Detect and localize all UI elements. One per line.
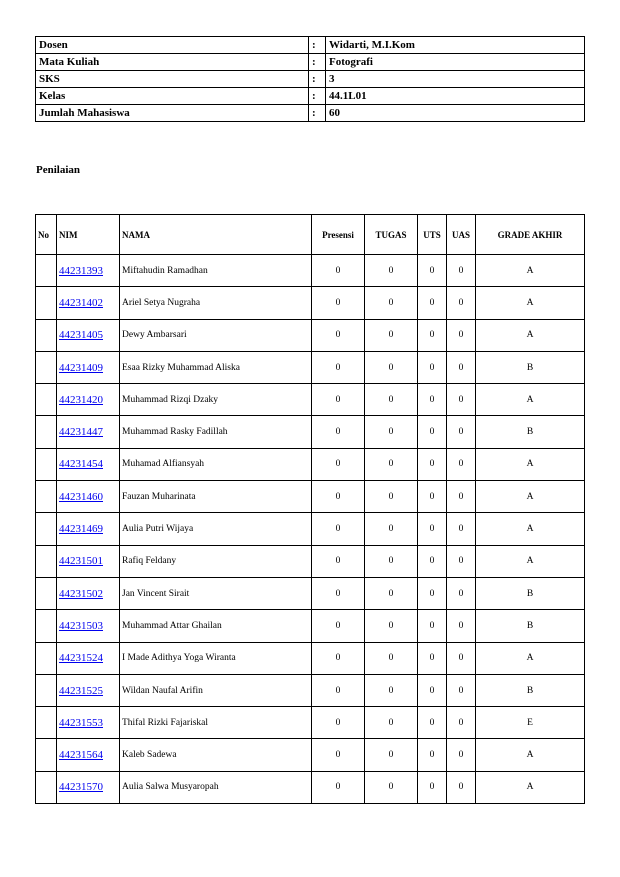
- info-value: Widarti, M.I.Kom: [326, 37, 585, 54]
- nim-cell: [57, 319, 120, 351]
- uts-score: 0: [418, 384, 447, 416]
- student-name: Muhamad Alfiansyah: [120, 448, 312, 480]
- tugas-score: 0: [365, 384, 418, 416]
- info-label: SKS: [36, 71, 309, 88]
- tugas-score: 0: [365, 771, 418, 803]
- cell-no: [36, 545, 57, 577]
- uas-score: 0: [447, 577, 476, 609]
- nim-cell: [57, 610, 120, 642]
- cell-no: [36, 610, 57, 642]
- info-separator: :: [309, 88, 326, 105]
- cell-no: [36, 255, 57, 287]
- header-no: No: [36, 215, 57, 255]
- nim-cell: [57, 545, 120, 577]
- presensi-score: 0: [312, 577, 365, 609]
- info-separator: :: [309, 71, 326, 88]
- presensi-score: 0: [312, 771, 365, 803]
- nim-cell: [57, 416, 120, 448]
- table-row: [36, 545, 585, 577]
- uts-score: 0: [418, 513, 447, 545]
- presensi-score: 0: [312, 351, 365, 383]
- student-nim-link[interactable]: 44231564: [59, 749, 103, 762]
- nim-cell: [57, 448, 120, 480]
- uas-score: 0: [447, 481, 476, 513]
- nim-cell: [57, 707, 120, 739]
- tugas-score: 0: [365, 416, 418, 448]
- nim-cell: [57, 577, 120, 609]
- student-nim-link[interactable]: 44231525: [59, 684, 103, 697]
- uts-score: 0: [418, 545, 447, 577]
- uas-score: 0: [447, 513, 476, 545]
- student-name: Muhammad Rizqi Dzaky: [120, 384, 312, 416]
- tugas-score: 0: [365, 287, 418, 319]
- cell-no: [36, 707, 57, 739]
- student-nim-link[interactable]: 44231502: [59, 587, 103, 600]
- nim-cell: [57, 351, 120, 383]
- info-row-kelas: [36, 88, 585, 105]
- header-nama: NAMA: [120, 215, 312, 255]
- student-name: Rafiq Feldany: [120, 545, 312, 577]
- tugas-score: 0: [365, 481, 418, 513]
- nim-cell: [57, 674, 120, 706]
- table-row: [36, 416, 585, 448]
- info-row-sks: [36, 71, 585, 88]
- header-grade-akhir: GRADE AKHIR: [476, 215, 585, 255]
- uts-score: 0: [418, 610, 447, 642]
- info-value: Fotografi: [326, 54, 585, 71]
- nim-cell: [57, 384, 120, 416]
- grade-akhir: A: [476, 319, 585, 351]
- presensi-score: 0: [312, 287, 365, 319]
- presensi-score: 0: [312, 416, 365, 448]
- info-label: Dosen: [36, 37, 309, 54]
- cell-no: [36, 384, 57, 416]
- student-name: Aulia Putri Wijaya: [120, 513, 312, 545]
- presensi-score: 0: [312, 707, 365, 739]
- nim-cell: [57, 513, 120, 545]
- info-value: 60: [326, 105, 585, 122]
- header-nim: NIM: [57, 215, 120, 255]
- uas-score: 0: [447, 545, 476, 577]
- uts-score: 0: [418, 707, 447, 739]
- uas-score: 0: [447, 287, 476, 319]
- info-row-jumlah-mahasiswa: [36, 105, 585, 122]
- student-name: Dewy Ambarsari: [120, 319, 312, 351]
- student-nim-link[interactable]: 44231402: [59, 296, 103, 309]
- tugas-score: 0: [365, 351, 418, 383]
- course-info-body: [36, 37, 585, 122]
- header-uas: UAS: [447, 215, 476, 255]
- cell-no: [36, 319, 57, 351]
- table-row: [36, 481, 585, 513]
- student-name: Wildan Naufal Arifin: [120, 674, 312, 706]
- info-separator: :: [309, 54, 326, 71]
- cell-no: [36, 416, 57, 448]
- student-nim-link[interactable]: 44231454: [59, 458, 103, 471]
- tugas-score: 0: [365, 739, 418, 771]
- uas-score: 0: [447, 319, 476, 351]
- table-row: [36, 674, 585, 706]
- student-nim-link[interactable]: 44231469: [59, 523, 103, 536]
- info-label: Jumlah Mahasiswa: [36, 105, 309, 122]
- presensi-score: 0: [312, 448, 365, 480]
- cell-no: [36, 739, 57, 771]
- course-info-table: [35, 36, 585, 122]
- student-name: Ariel Setya Nugraha: [120, 287, 312, 319]
- uas-score: 0: [447, 610, 476, 642]
- student-name: Thifal Rizki Fajariskal: [120, 707, 312, 739]
- grade-akhir: B: [476, 610, 585, 642]
- presensi-score: 0: [312, 384, 365, 416]
- presensi-score: 0: [312, 513, 365, 545]
- student-nim-link[interactable]: 44231553: [59, 716, 103, 729]
- grades-table-body: [36, 255, 585, 804]
- uts-score: 0: [418, 481, 447, 513]
- uts-score: 0: [418, 739, 447, 771]
- grade-akhir: A: [476, 287, 585, 319]
- uas-score: 0: [447, 771, 476, 803]
- student-name: Kaleb Sadewa: [120, 739, 312, 771]
- uts-score: 0: [418, 448, 447, 480]
- student-name: Miftahudin Ramadhan: [120, 255, 312, 287]
- nim-cell: [57, 255, 120, 287]
- info-label: Kelas: [36, 88, 309, 105]
- uas-score: 0: [447, 255, 476, 287]
- uas-score: 0: [447, 384, 476, 416]
- grade-akhir: A: [476, 739, 585, 771]
- uts-score: 0: [418, 771, 447, 803]
- section-title: Penilaian: [36, 164, 81, 176]
- grades-table: [35, 214, 585, 804]
- table-row: [36, 642, 585, 674]
- tugas-score: 0: [365, 448, 418, 480]
- table-row: [36, 771, 585, 803]
- uas-score: 0: [447, 739, 476, 771]
- tugas-score: 0: [365, 577, 418, 609]
- table-row: [36, 448, 585, 480]
- grades-table-header: [36, 215, 585, 255]
- grade-akhir: E: [476, 707, 585, 739]
- table-row: [36, 384, 585, 416]
- presensi-score: 0: [312, 739, 365, 771]
- table-row: [36, 351, 585, 383]
- tugas-score: 0: [365, 513, 418, 545]
- student-nim-link[interactable]: 44231393: [59, 264, 103, 277]
- nim-cell: [57, 771, 120, 803]
- header-row: [36, 215, 585, 255]
- tugas-score: 0: [365, 545, 418, 577]
- nim-cell: [57, 642, 120, 674]
- grade-akhir: B: [476, 351, 585, 383]
- info-row-mata-kuliah: [36, 54, 585, 71]
- cell-no: [36, 351, 57, 383]
- student-nim-link[interactable]: 44231503: [59, 619, 103, 632]
- uts-score: 0: [418, 287, 447, 319]
- cell-no: [36, 287, 57, 319]
- grade-akhir: A: [476, 771, 585, 803]
- student-nim-link[interactable]: 44231409: [59, 361, 103, 374]
- info-label: Mata Kuliah: [36, 54, 309, 71]
- student-nim-link[interactable]: 44231420: [59, 393, 103, 406]
- tugas-score: 0: [365, 319, 418, 351]
- student-nim-link[interactable]: 44231501: [59, 555, 103, 568]
- student-nim-link[interactable]: 44231447: [59, 426, 103, 439]
- header-tugas: TUGAS: [365, 215, 418, 255]
- header-uts: UTS: [418, 215, 447, 255]
- cell-no: [36, 674, 57, 706]
- tugas-score: 0: [365, 642, 418, 674]
- uas-score: 0: [447, 642, 476, 674]
- uts-score: 0: [418, 416, 447, 448]
- uts-score: 0: [418, 255, 447, 287]
- grade-akhir: A: [476, 255, 585, 287]
- grade-akhir: A: [476, 481, 585, 513]
- uts-score: 0: [418, 319, 447, 351]
- cell-no: [36, 448, 57, 480]
- cell-no: [36, 642, 57, 674]
- grade-akhir: A: [476, 513, 585, 545]
- uas-score: 0: [447, 416, 476, 448]
- grade-akhir: B: [476, 674, 585, 706]
- cell-no: [36, 513, 57, 545]
- grade-akhir: B: [476, 577, 585, 609]
- info-row-dosen: [36, 37, 585, 54]
- uts-score: 0: [418, 642, 447, 674]
- tugas-score: 0: [365, 674, 418, 706]
- uts-score: 0: [418, 674, 447, 706]
- uas-score: 0: [447, 351, 476, 383]
- presensi-score: 0: [312, 642, 365, 674]
- presensi-score: 0: [312, 674, 365, 706]
- table-row: [36, 707, 585, 739]
- info-separator: :: [309, 105, 326, 122]
- tugas-score: 0: [365, 255, 418, 287]
- cell-no: [36, 577, 57, 609]
- table-row: [36, 739, 585, 771]
- info-value: 44.1L01: [326, 88, 585, 105]
- student-nim-link[interactable]: 44231524: [59, 652, 103, 665]
- info-separator: :: [309, 37, 326, 54]
- student-name: Esaa Rizky Muhammad Aliska: [120, 351, 312, 383]
- student-nim-link[interactable]: 44231570: [59, 781, 103, 794]
- header-presensi: Presensi: [312, 215, 365, 255]
- presensi-score: 0: [312, 481, 365, 513]
- uas-score: 0: [447, 448, 476, 480]
- student-name: Muhammad Attar Ghailan: [120, 610, 312, 642]
- uts-score: 0: [418, 351, 447, 383]
- table-row: [36, 255, 585, 287]
- nim-cell: [57, 481, 120, 513]
- student-nim-link[interactable]: 44231405: [59, 329, 103, 342]
- presensi-score: 0: [312, 610, 365, 642]
- cell-no: [36, 481, 57, 513]
- info-value: 3: [326, 71, 585, 88]
- table-row: [36, 513, 585, 545]
- student-name: Jan Vincent Sirait: [120, 577, 312, 609]
- presensi-score: 0: [312, 319, 365, 351]
- table-row: [36, 610, 585, 642]
- table-row: [36, 319, 585, 351]
- grade-akhir: B: [476, 416, 585, 448]
- uts-score: 0: [418, 577, 447, 609]
- grade-akhir: A: [476, 384, 585, 416]
- nim-cell: [57, 739, 120, 771]
- uas-score: 0: [447, 707, 476, 739]
- uas-score: 0: [447, 674, 476, 706]
- presensi-score: 0: [312, 255, 365, 287]
- table-row: [36, 577, 585, 609]
- table-row: [36, 287, 585, 319]
- tugas-score: 0: [365, 610, 418, 642]
- student-name: Muhammad Rasky Fadillah: [120, 416, 312, 448]
- student-name: Aulia Salwa Musyaropah: [120, 771, 312, 803]
- student-nim-link[interactable]: 44231460: [59, 490, 103, 503]
- presensi-score: 0: [312, 545, 365, 577]
- student-name: I Made Adithya Yoga Wiranta: [120, 642, 312, 674]
- tugas-score: 0: [365, 707, 418, 739]
- nim-cell: [57, 287, 120, 319]
- cell-no: [36, 771, 57, 803]
- grade-akhir: A: [476, 545, 585, 577]
- grade-akhir: A: [476, 642, 585, 674]
- student-name: Fauzan Muharinata: [120, 481, 312, 513]
- grade-akhir: A: [476, 448, 585, 480]
